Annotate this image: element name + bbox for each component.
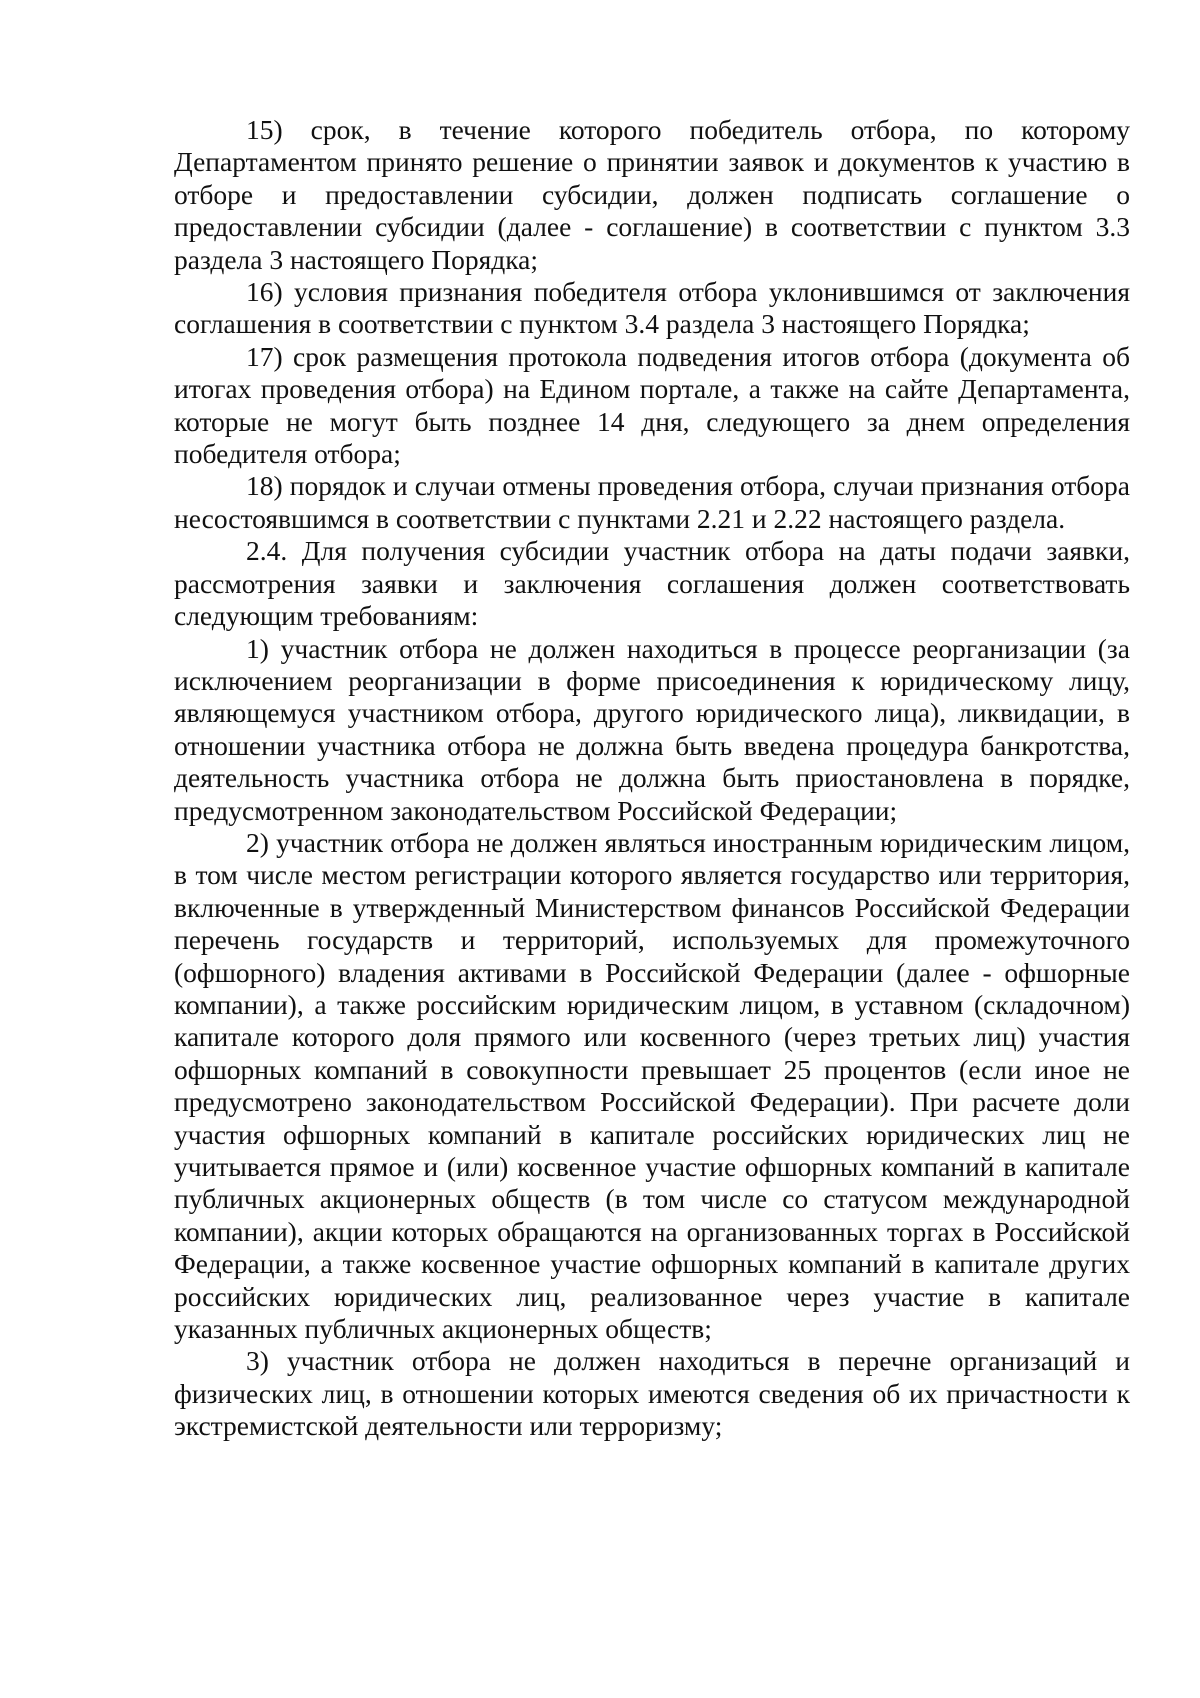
paragraph-item-17: 17) срок размещения протокола подведения итогов отбора (документа об итогах проведения отбора) на Едином портале, а также на сайте Департамента, которые не могут быть позднее 14 дня, следующего за днем определения победителя отбора; <box>174 340 1130 470</box>
paragraph-item-15: 15) срок, в течение которого победитель отбора, по которому Департаментом принято решение о принятии заявок и документов к участию в отборе и предоставлении субсидии, должен подписать соглашение о предоставлении субсидии (далее - соглашение) в соответствии с пунктом 3.3 раздела 3 настоящего Порядка; <box>174 114 1130 275</box>
paragraph-requirement-3: 3) участник отбора не должен находиться в перечне организаций и физических лиц, в отношении которых имеются сведения об их причастности к экстремистской деятельности или терроризму; <box>174 1345 1130 1442</box>
paragraph-section-2-4: 2.4. Для получения субсидии участник отбора на даты подачи заявки, рассмотрения заявки и заключения соглашения должен соответствовать следующим требованиям: <box>174 535 1130 632</box>
paragraph-requirement-1: 1) участник отбора не должен находиться в процессе реорганизации (за исключением реорганизации в форме присоединения к юридическому лицу, являющемуся участником отбора, другого юридического лица), ликвидации, в отношении участника отбора не должна быть введена процедура банкротства, деятельность участника отбора не должна быть приостановлена в порядке, предусмотренном законодательством Российской Федерации; <box>174 632 1130 826</box>
paragraph-item-18: 18) порядок и случаи отмены проведения отбора, случаи признания отбора несостоявшимся в соответствии с пунктами 2.21 и 2.22 настоящего раздела. <box>174 470 1130 534</box>
document-body <box>174 114 1130 1443</box>
paragraph-requirement-2: 2) участник отбора не должен являться иностранным юридическим лицом, в том числе местом регистрации которого является государство или территория, включенные в утвержденный Министерством финансов Российской Федерации перечень государств и территорий, используемых для промежуточного (офшорного) владения активами в Российской Федерации (далее - офшорные компании), а также российским юридическим лицом, в уставном (складочном) капитале которого доля прямого или косвенного (через третьих лиц) участия офшорных компаний в совокупности превышает 25 процентов (если иное не предусмотрено законодательством Российской Федерации). При расчете доли участия офшорных компаний в капитале российских юридических лиц не учитывается прямое и (или) косвенное участие офшорных компаний в капитале публичных акционерных обществ (в том числе со статусом международной компании), акции которых обращаются на организованных торгах в Российской Федерации, а также косвенное участие офшорных компаний в капитале других российских юридических лиц, реализованное через участие в капитале указанных публичных акционерных обществ; <box>174 826 1130 1345</box>
paragraph-item-16: 16) условия признания победителя отбора уклонившимся от заключения соглашения в соответствии с пунктом 3.4 раздела 3 настоящего Порядка; <box>174 276 1130 340</box>
